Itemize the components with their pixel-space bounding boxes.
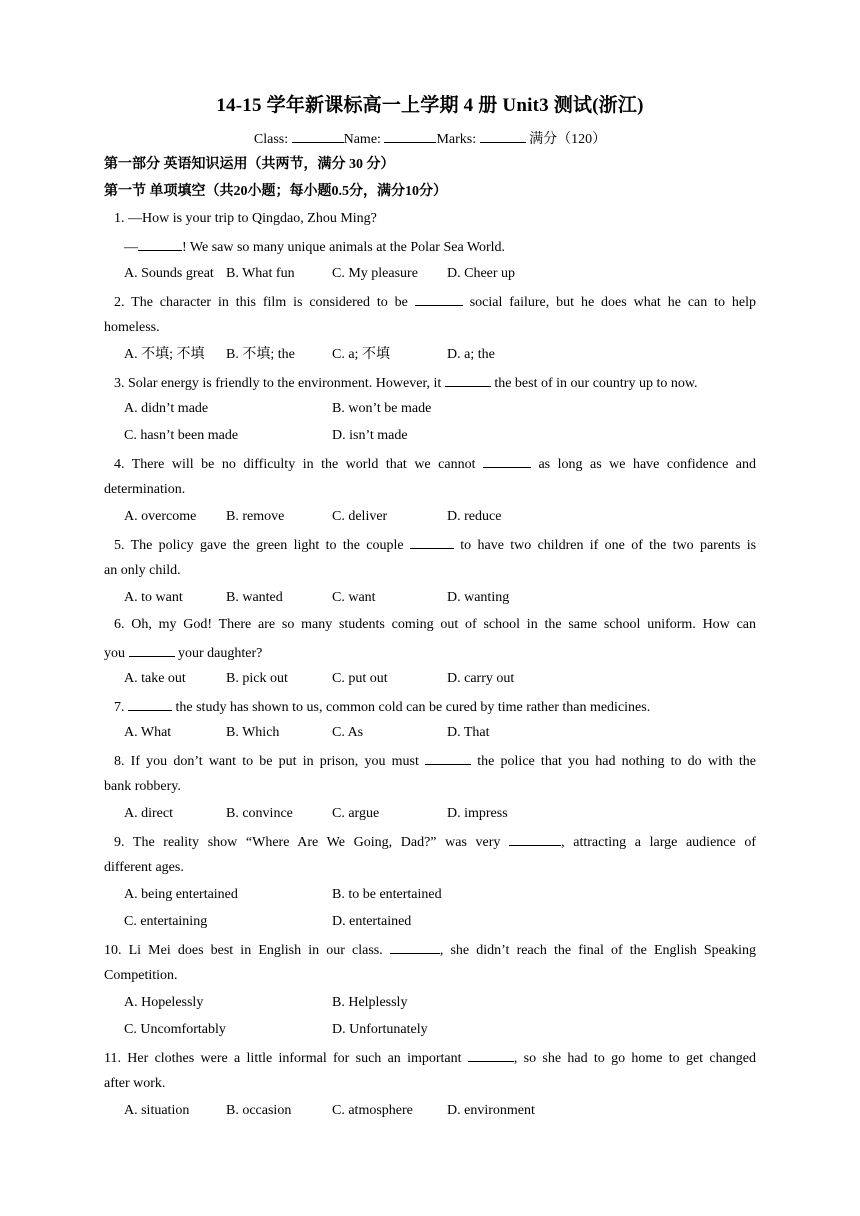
stem-text: as long as we have confidence and — [538, 457, 757, 472]
stem-text: , attracting a large audience of — [561, 835, 757, 850]
dash: — — [124, 240, 138, 255]
question-10-stem — [104, 940, 756, 960]
question-2-stem-cont: homeless. — [104, 320, 160, 335]
option-d[interactable]: D. Unfortunately — [332, 1022, 428, 1037]
option-c[interactable]: C. Uncomfortably — [124, 1022, 226, 1037]
option-c[interactable]: C. My pleasure — [332, 266, 418, 281]
name-label: Name: — [343, 132, 381, 147]
question-9-stem-cont: different ages. — [104, 860, 184, 875]
option-a[interactable]: A. overcome — [124, 509, 197, 524]
answer-blank[interactable] — [468, 1048, 514, 1062]
stem-text: 2. The character in this film is considered to be — [114, 295, 408, 310]
question-5-stem — [114, 535, 756, 555]
option-b[interactable]: B. pick out — [226, 671, 288, 686]
stem-text: , she didn’t reach the final of the English Speaking — [439, 943, 757, 958]
option-a[interactable]: A. being entertained — [124, 887, 238, 902]
option-d[interactable]: D. That — [447, 725, 490, 740]
question-11-stem — [104, 1048, 756, 1068]
option-a[interactable]: A. What — [124, 725, 172, 740]
full-marks: 满分（120） — [529, 132, 607, 147]
question-8-stem-cont: bank robbery. — [104, 779, 181, 794]
option-a[interactable]: A. take out — [124, 671, 186, 686]
answer-blank[interactable] — [445, 373, 491, 387]
question-5-stem-cont: an only child. — [104, 563, 181, 578]
stem-text: 7. — [114, 700, 125, 715]
option-c[interactable]: C. put out — [332, 671, 388, 686]
answer-blank[interactable] — [410, 535, 454, 549]
option-a[interactable]: A. to want — [124, 590, 183, 605]
answer-blank[interactable] — [425, 751, 471, 765]
option-a[interactable]: A. situation — [124, 1103, 190, 1118]
stem-text: the study has shown to us, common cold can be cured by time rather than medicines. — [175, 700, 651, 715]
stem-text: 3. Solar energy is friendly to the environment. However, it — [114, 376, 442, 391]
option-d[interactable]: D. Cheer up — [447, 266, 516, 281]
option-b[interactable]: B. convince — [226, 806, 293, 821]
option-c[interactable]: C. deliver — [332, 509, 388, 524]
answer-blank[interactable] — [390, 940, 440, 954]
option-d[interactable]: D. impress — [447, 806, 508, 821]
question-1-answer-line — [124, 237, 776, 257]
question-2-stem — [114, 292, 756, 312]
stem-text: 9. The reality show “Where Are We Going, Dad?” was very — [114, 835, 501, 850]
option-a[interactable]: A. didn’t made — [124, 401, 209, 416]
stem-text: 5. The policy gave the green light to the couple — [114, 538, 404, 553]
option-d[interactable]: D. carry out — [447, 671, 515, 686]
stem-text: to have two children if one of the two parents is — [460, 538, 757, 553]
option-c[interactable]: C. hasn’t been made — [124, 428, 239, 443]
option-d[interactable]: D. reduce — [447, 509, 502, 524]
option-c[interactable]: C. a; 不填 — [332, 347, 390, 362]
question-6-stem-cont — [104, 643, 756, 663]
answer-blank[interactable] — [415, 292, 463, 306]
name-blank[interactable] — [384, 129, 436, 143]
option-d[interactable]: D. a; the — [447, 347, 495, 362]
stem-text: 8. If you don’t want to be put in prison, you must — [114, 754, 419, 769]
stem-text: 11. Her clothes were a little informal for such an important — [104, 1051, 462, 1066]
stem-text: social failure, but he does what he can to help — [469, 295, 757, 310]
class-label: Class: — [253, 132, 289, 147]
answer-blank[interactable] — [138, 237, 182, 251]
student-info-line — [0, 129, 860, 149]
option-b[interactable]: B. wanted — [226, 590, 283, 605]
question-1-reply: ! We saw so many unique animals at the Polar Sea World. — [182, 240, 506, 255]
stem-text: , so she had to go home to get changed — [513, 1051, 757, 1066]
option-b[interactable]: B. 不填; the — [226, 347, 295, 362]
stem-text: 10. Li Mei does best in English in our class. — [104, 943, 383, 958]
option-b[interactable]: B. What fun — [226, 266, 295, 281]
question-7-stem — [114, 697, 766, 717]
page-title: 14-15 学年新课标高一上学期 4 册 Unit3 测试(浙江) — [216, 95, 644, 116]
question-4-stem-cont: determination. — [104, 482, 186, 497]
part1-heading: 第一部分 英语知识运用（共两节，满分 30 分） — [104, 157, 395, 172]
option-d[interactable]: D. entertained — [332, 914, 412, 929]
marks-blank[interactable] — [480, 129, 526, 143]
option-c[interactable]: C. atmosphere — [332, 1103, 413, 1118]
class-blank[interactable] — [292, 129, 344, 143]
answer-blank[interactable] — [129, 643, 175, 657]
option-c[interactable]: C. entertaining — [124, 914, 208, 929]
marks-label: Marks: — [436, 132, 477, 147]
option-a[interactable]: A. Hopelessly — [124, 995, 204, 1010]
option-c[interactable]: C. argue — [332, 806, 380, 821]
option-b[interactable]: B. occasion — [226, 1103, 292, 1118]
question-3-stem — [114, 373, 766, 393]
option-b[interactable]: B. won’t be made — [332, 401, 432, 416]
option-d[interactable]: D. wanting — [447, 590, 510, 605]
section1-heading: 第一节 单项填空（共20小题；每小题0.5分，满分10分） — [104, 184, 447, 199]
stem-text: 4. There will be no difficulty in the world that we cannot — [114, 457, 476, 472]
option-b[interactable]: B. remove — [226, 509, 285, 524]
option-c[interactable]: C. want — [332, 590, 376, 605]
answer-blank[interactable] — [509, 832, 561, 846]
question-1-stem: 1. —How is your trip to Qingdao, Zhou Ming? — [114, 211, 377, 226]
question-4-stem — [114, 454, 756, 474]
question-11-stem-cont: after work. — [104, 1076, 166, 1091]
option-c[interactable]: C. As — [332, 725, 364, 740]
option-a[interactable]: A. Sounds great — [124, 266, 214, 281]
question-9-stem — [114, 832, 756, 852]
question-8-stem — [114, 751, 756, 771]
answer-blank[interactable] — [128, 697, 172, 711]
question-6-stem: 6. Oh, my God! There are so many students coming out of school in the same school uniform. How can — [114, 617, 756, 632]
question-10-stem-cont: Competition. — [104, 968, 178, 983]
stem-text: the police that you had nothing to do with the — [477, 754, 757, 769]
stem-text: your daughter? — [178, 646, 263, 661]
option-b[interactable]: B. Which — [226, 725, 280, 740]
option-a[interactable]: A. direct — [124, 806, 173, 821]
stem-text: the best of in our country up to now. — [494, 376, 698, 391]
option-d[interactable]: D. environment — [447, 1103, 535, 1118]
option-b[interactable]: B. Helplessly — [332, 995, 408, 1010]
option-d[interactable]: D. isn’t made — [332, 428, 408, 443]
answer-blank[interactable] — [483, 454, 531, 468]
option-a[interactable]: A. 不填; 不填 — [124, 347, 205, 362]
stem-text: you — [104, 646, 125, 661]
option-b[interactable]: B. to be entertained — [332, 887, 442, 902]
